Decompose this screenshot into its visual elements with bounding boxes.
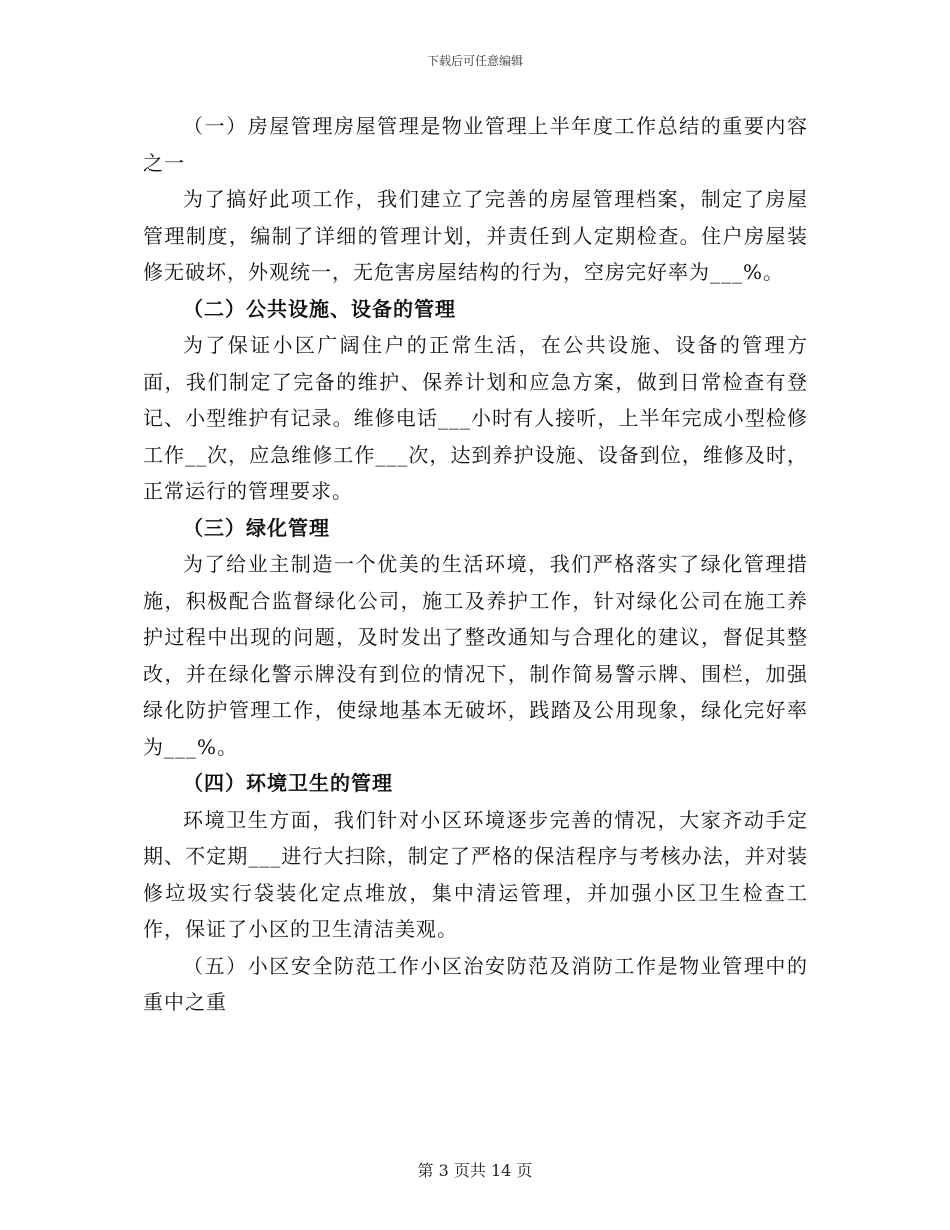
section-heading: （三）绿化管理 (183, 515, 330, 540)
paragraph: 为了保证小区广阔住户的正常生活，在公共设施、设备的管理方面，我们制定了完备的维护、保养计划和应急方案，做到日常检查有登记、小型维护有记录。维修电话___小时有人接听，上半年完成小型检修工作__次，应急维修工作___次，达到养护设施、设备到位，维修及时，正常运行的管理要求。 (143, 333, 808, 503)
paragraph: （五）小区安全防范工作小区治安防范及消防工作是物业管理中的重中之重 (143, 953, 808, 1014)
section-heading: （二）公共设施、设备的管理 (183, 296, 456, 321)
document-body (143, 108, 808, 1021)
paragraph: 为了给业主制造一个优美的生活环境，我们严格落实了绿化管理措施，积极配合监督绿化公司，施工及养护工作，针对绿化公司在施工养护过程中出现的问题，及时发出了整改通知与合理化的建议，督促其整改，并在绿化警示牌没有到位的情况下，制作简易警示牌、围栏，加强绿化防护管理工作，使绿地基本无破坏，践踏及公用现象，绿化完好率为___%。 (143, 552, 808, 759)
page-header: 下载后可任意编辑 (426, 54, 523, 68)
section-heading: （四）环境卫生的管理 (183, 771, 393, 795)
page-footer: 第 3 页共 14 页 (417, 1161, 533, 1180)
paragraph: 为了搞好此项工作，我们建立了完善的房屋管理档案，制定了房屋管理制度，编制了详细的管理计划，并责任到人定期检查。住户房屋装修无破坏，外观统一，无危害房屋结构的行为，空房完好率为___%。 (143, 187, 808, 284)
paragraph: 环境卫生方面，我们针对小区环境逐步完善的情况，大家齐动手定期、不定期___进行大扫除，制定了严格的保洁程序与考核办法，并对装修垃圾实行袋装化定点堆放，集中清运管理，并加强小区卫生检查工作，保证了小区的卫生清洁美观。 (143, 807, 808, 941)
paragraph: （一）房屋管理房屋管理是物业管理上半年度工作总结的重要内容之一 (143, 114, 808, 175)
